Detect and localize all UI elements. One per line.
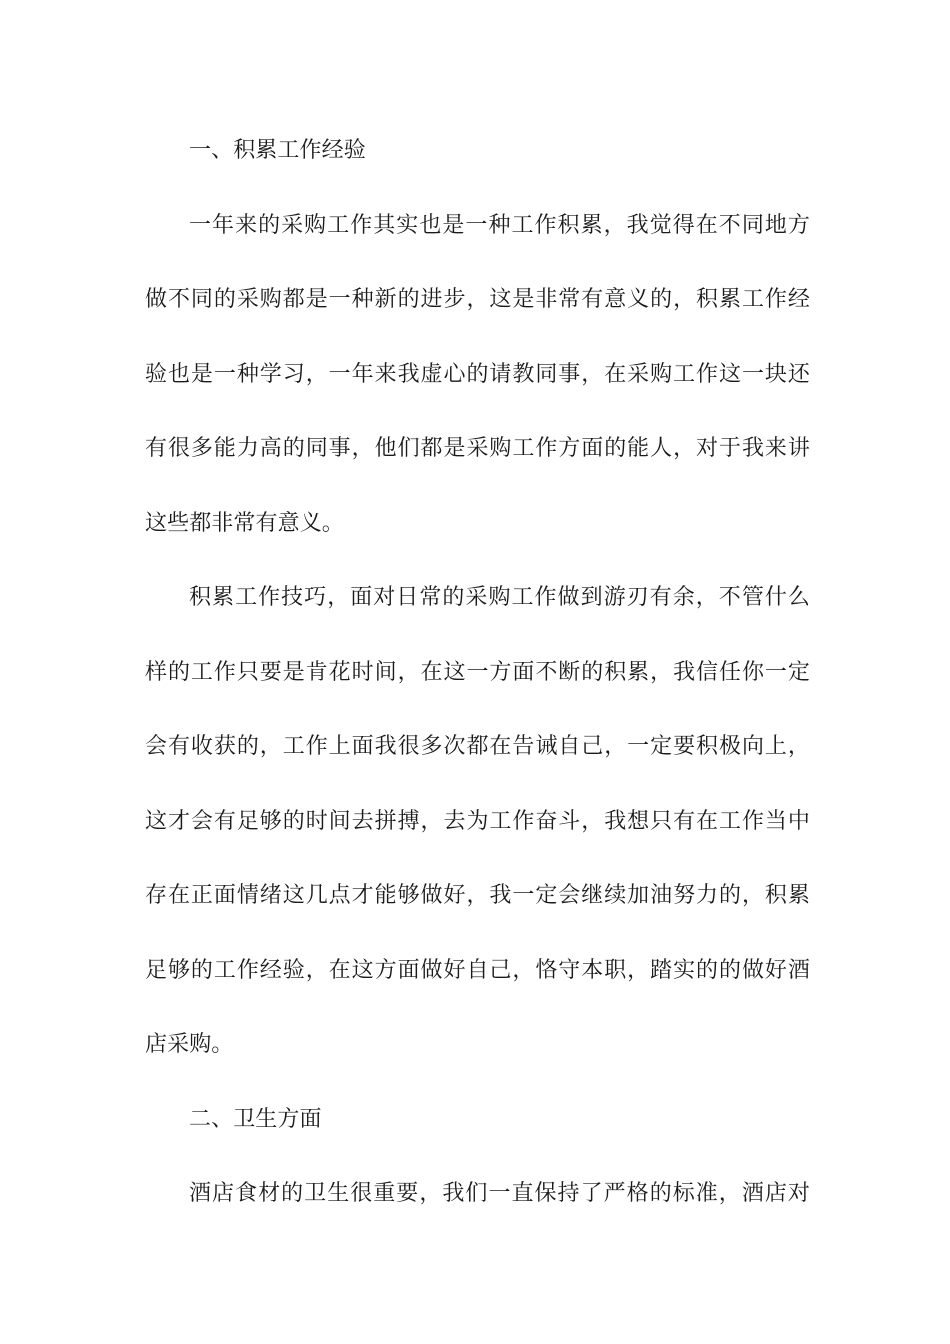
text-line: 酒店食材的卫生很重要，我们一直保持了严格的标准，酒店对 [189, 1181, 810, 1206]
section-heading-1 [145, 114, 810, 189]
text-line: 做不同的采购都是一种新的进步，这是非常有意义的，积累工作经 [145, 287, 810, 312]
text-line: 这才会有足够的时间去拼搏，去为工作奋斗，我想只有在工作当中 [145, 808, 810, 834]
text-line: 一、积累工作经验 [189, 138, 366, 163]
text-line: 一年来的采购工作其实也是一种工作积累，我觉得在不同地方 [189, 212, 810, 238]
document-body [145, 114, 810, 1232]
text-line: 存在正面情绪这几点才能够做好，我一定会继续加油努力的，积累 [145, 883, 810, 908]
text-line: 会有收获的，工作上面我很多次都在告诫自己，一定要积极向上， [145, 734, 810, 759]
text-line: 这些都非常有意义。 [145, 510, 344, 536]
text-line: 二、卫生方面 [189, 1106, 322, 1132]
text-line: 有很多能力高的同事，他们都是采购工作方面的能人，对于我来讲 [145, 436, 810, 461]
paragraph-3 [145, 1157, 810, 1232]
section-heading-2 [145, 1083, 810, 1158]
paragraph-2 [145, 561, 810, 1083]
text-line: 店采购。 [145, 1032, 234, 1057]
text-line: 足够的工作经验，在这方面做好自己，恪守本职，踏实的的做好酒 [145, 957, 810, 983]
text-line: 积累工作技巧，面对日常的采购工作做到游刃有余，不管什么 [189, 585, 810, 610]
text-line: 样的工作只要是肯花时间，在这一方面不断的积累，我信任你一定 [145, 659, 810, 685]
text-line: 验也是一种学习，一年来我虚心的请教同事，在采购工作这一块还 [145, 361, 810, 387]
paragraph-1 [145, 189, 810, 562]
